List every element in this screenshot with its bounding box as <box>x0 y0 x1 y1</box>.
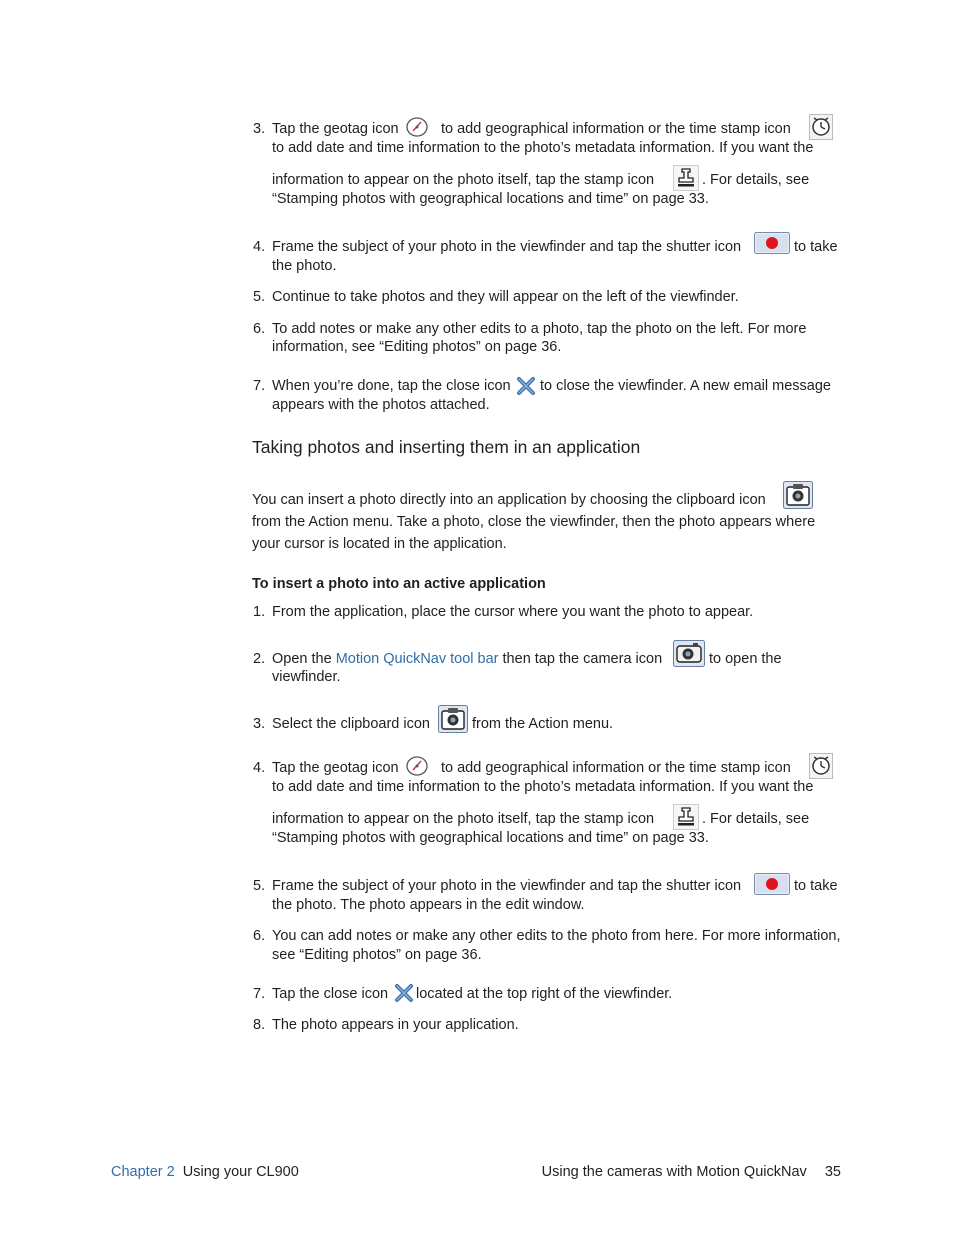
shutter-icon <box>754 232 790 254</box>
close-icon <box>516 376 536 396</box>
s2-step-2-text-b: then tap the camera icon <box>502 651 663 667</box>
step-7-line-2: appears with the photos attached. <box>272 397 490 413</box>
clipboard-camera-icon <box>783 481 813 509</box>
intro-line-3: your cursor is located in the application. <box>252 536 507 552</box>
step-7-text-a: When you’re done, tap the close icon <box>272 378 511 394</box>
footer-chapter[interactable]: Chapter 2 <box>111 1164 175 1180</box>
stamp-icon <box>673 804 699 830</box>
s2-step-5-number: 5. <box>253 878 266 894</box>
s2-step-2-line-1 <box>272 651 662 667</box>
time-stamp-icon <box>809 114 833 140</box>
shutter-icon <box>754 873 790 895</box>
s2-step-3-text-b: from the Action menu. <box>472 716 614 732</box>
s2-step-4-line-2: to add date and time information to the photo’s metadata information. If you want the <box>272 779 814 795</box>
intro-line-1: You can insert a photo directly into an application by choosing the clipboard icon <box>252 492 766 508</box>
step-4-line-2: the photo. <box>272 258 337 274</box>
section-heading: Taking photos and inserting them in an application <box>252 437 641 457</box>
s2-step-7-text-b: located at the top right of the viewfinder. <box>416 986 673 1002</box>
footer-right <box>542 1164 841 1180</box>
step-3-text-a: Tap the geotag icon <box>272 121 399 137</box>
s2-step-8-text: The photo appears in your application. <box>272 1017 519 1033</box>
s2-step-4-text-b: to add geographical information or the time stamp icon <box>441 760 791 776</box>
geotag-icon <box>405 755 429 777</box>
step-3-line-2: to add date and time information to the photo’s metadata information. If you want the <box>272 140 814 156</box>
step-3-line-1 <box>272 121 399 137</box>
procedure-title: To insert a photo into an active application <box>252 576 546 592</box>
stamp-icon <box>673 165 699 191</box>
step-4-number: 4. <box>253 239 266 255</box>
s2-step-2-number: 2. <box>253 651 266 667</box>
s2-step-6-number: 6. <box>253 928 266 944</box>
footer-chapter-title: Using your CL900 <box>182 1164 299 1180</box>
step-3-text-b: to add geographical information or the time stamp icon <box>441 121 791 137</box>
step-4-text-a: Frame the subject of your photo in the viewfinder and tap the shutter icon <box>272 239 742 255</box>
s2-step-4-number: 4. <box>253 760 266 776</box>
intro-line-2: from the Action menu. Take a photo, close the viewfinder, then the photo appears where <box>252 514 816 530</box>
s2-step-8-number: 8. <box>253 1017 266 1033</box>
s2-step-3-text-a: Select the clipboard icon <box>272 716 430 732</box>
step-5-number: 5. <box>253 289 266 305</box>
step-4-text-b: to take <box>794 239 838 255</box>
footer-section-title: Using the cameras with Motion QuickNav <box>541 1164 807 1180</box>
s2-step-2-text-c: to open the <box>709 651 782 667</box>
step-7-text-b: to close the viewfinder. A new email message <box>540 378 831 394</box>
s2-step-3-number: 3. <box>253 716 266 732</box>
s2-step-4-line-3a: information to appear on the photo itself, tap the stamp icon <box>272 811 655 827</box>
s2-step-4-line-3b: . For details, see <box>702 811 810 827</box>
s2-step-7-number: 7. <box>253 986 266 1002</box>
geotag-icon <box>405 116 429 138</box>
footer-left <box>111 1164 299 1180</box>
step-5-text: Continue to take photos and they will appear on the left of the viewfinder. <box>272 289 739 305</box>
s2-step-7-text-a: Tap the close icon <box>272 986 389 1002</box>
s2-step-5-line-2: the photo. The photo appears in the edit window. <box>272 897 585 913</box>
close-icon <box>394 983 414 1003</box>
step-3-line-4: “Stamping photos with geographical locations and time” on page 33. <box>272 191 709 207</box>
step-6-line-1: To add notes or make any other edits to a photo, tap the photo on the left. For more <box>272 321 807 337</box>
step-3-line-3a: information to appear on the photo itself, tap the stamp icon <box>272 172 655 188</box>
s2-step-2-line-2: viewfinder. <box>272 669 341 685</box>
s2-step-6-line-2: see “Editing photos” on page 36. <box>272 947 482 963</box>
step-3-line-3b: . For details, see <box>702 172 810 188</box>
clipboard-camera-icon <box>438 705 468 733</box>
step-3-number: 3. <box>253 121 266 137</box>
s2-step-2-text-a: Open the <box>272 651 332 667</box>
s2-step-5-text-a: Frame the subject of your photo in the viewfinder and tap the shutter icon <box>272 878 742 894</box>
s2-step-6-line-1: You can add notes or make any other edits to the photo from here. For more information, <box>272 928 841 944</box>
s2-step-1-number: 1. <box>253 604 266 620</box>
step-7-number: 7. <box>253 378 266 394</box>
s2-step-1-text: From the application, place the cursor where you want the photo to appear. <box>272 604 754 620</box>
step-6-number: 6. <box>253 321 266 337</box>
s2-step-4-line-4: “Stamping photos with geographical locations and time” on page 33. <box>272 830 709 846</box>
step-6-line-2: information, see “Editing photos” on page 36. <box>272 339 562 355</box>
camera-icon <box>673 640 705 667</box>
s2-step-4-text-a: Tap the geotag icon <box>272 760 399 776</box>
time-stamp-icon <box>809 753 833 779</box>
s2-step-5-text-b: to take <box>794 878 838 894</box>
page-number: 35 <box>824 1164 841 1180</box>
motion-quicknav-toolbar-link[interactable]: Motion QuickNav tool bar <box>335 651 499 667</box>
